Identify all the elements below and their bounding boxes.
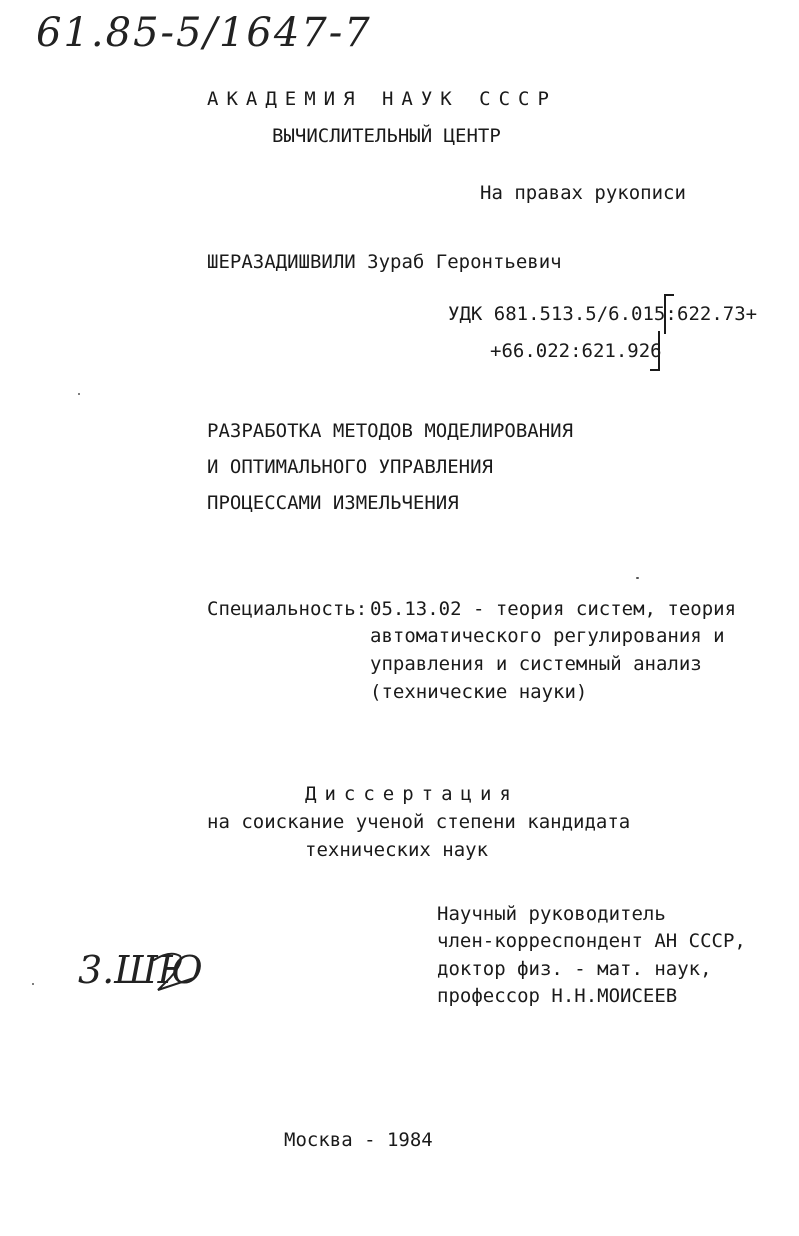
supervisor-line-1: Научный руководитель (437, 903, 666, 925)
archive-number: 61.85-5/1647-7 (36, 10, 372, 56)
handwritten-flourish (150, 948, 200, 994)
dissertation-heading: Диссертация (305, 783, 519, 805)
manuscript-rights: На правах рукописи (480, 182, 686, 204)
dissertation-line-1: на соискание ученой степени кандидата (207, 811, 631, 833)
supervisor-line-4: профессор Н.Н.МОИСЕЕВ (437, 985, 678, 1007)
thesis-title-line-3: ПРОЦЕССАМИ ИЗМЕЛЬЧЕНИЯ (207, 492, 459, 514)
supervisor-line-2: член-корреспондент АН СССР, (437, 930, 746, 952)
specialty-line-2: автоматического регулирования и (370, 625, 725, 647)
specialty-line-3: управления и системный анализ (370, 653, 702, 675)
supervisor-line-3: доктор физ. - мат. наук, (437, 958, 712, 980)
udk-line-1-tail: 622.73+ (677, 303, 758, 325)
udk-bracket-open (664, 294, 674, 334)
specialty-label: Специальность: (207, 598, 368, 620)
thesis-title-line-2: И ОПТИМАЛЬНОГО УПРАВЛЕНИЯ (207, 456, 493, 478)
specialty-line-1: 05.13.02 - теория систем, теория (370, 598, 737, 620)
author-name: ШЕРАЗАДИШВИЛИ Зураб Геронтьевич (207, 251, 562, 273)
scan-speck (32, 983, 34, 985)
place-year: Москва - 1984 (284, 1129, 433, 1151)
scan-speck (636, 577, 639, 579)
udk-bracket-close (650, 331, 660, 371)
computing-center: ВЫЧИСЛИТЕЛЬНЫЙ ЦЕНТР (272, 125, 501, 147)
udk-line-2: +66.022:621.926 (490, 340, 662, 362)
thesis-title-line-1: РАЗРАБОТКА МЕТОДОВ МОДЕЛИРОВАНИЯ (207, 420, 574, 442)
specialty-line-4: (технические науки) (370, 681, 588, 703)
academy-name: АКАДЕМИЯ НАУК СССР (207, 88, 557, 110)
udk-line-1: УДК 681.513.5/6.015: (448, 303, 677, 325)
dissertation-line-2: технических наук (305, 839, 489, 861)
scan-speck (78, 393, 80, 395)
handwritten-note: 3.ШЮ (78, 948, 203, 992)
